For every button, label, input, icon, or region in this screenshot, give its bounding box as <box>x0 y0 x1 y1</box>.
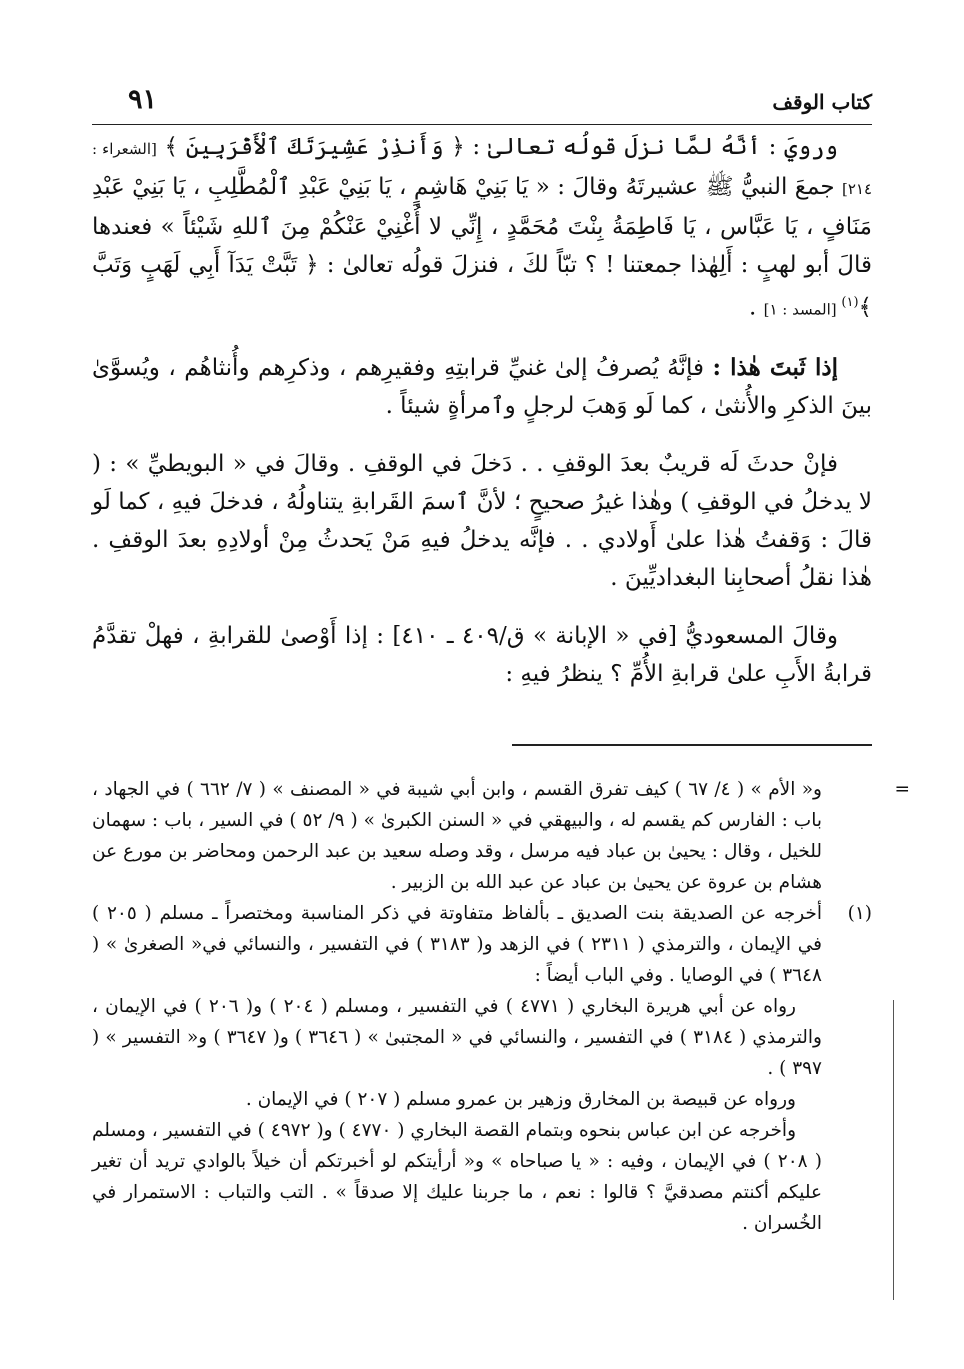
paragraph-2 <box>92 349 872 425</box>
paragraph-2-lead: إذا ثَبتَ هٰذا : <box>712 353 838 381</box>
quran-citation-1: [الشعراء : ٢١٤] <box>92 140 872 198</box>
page-number: ٩١ <box>128 84 158 115</box>
margin-line <box>893 1000 894 1300</box>
footnote-continuation <box>92 774 910 898</box>
paragraph-3 <box>92 445 872 597</box>
footnote-1 <box>92 898 872 1239</box>
paragraph-2-text: فإنَّهُ يُصرفُ إلىٰ غنيِّ قرابتِهِ وفقيرِهم ، وذكرِهم وأُنثاهُم ، ويُسوَّىٰ بينَ الذكرِ والأُنثىٰ ، كما لَو وَهبَ لرجلٍ وٱمرأةٍ شيئاً . <box>92 354 872 419</box>
paragraph-1-text-b: جمعَ النبيُّ ﷺ عشيرتَهُ وقالَ : « يَا بَنِيْ هَاشِمٍ ، يَا بَنِيْ عَبْدِ ٱلْمُطَّلِبِ ، يَا بَنِيْ عَبْدِ مَنَافٍ ، يَا عَبَّاس ، يَا فَاطِمَةُ بِنْتَ مُحَمَّدٍ ، إِنِّي لا أُغْنِيْ عَنْكُمْ مِنَ ٱللهِ شَيْئاً » فعندها قالَ أبو لهبٍ : أَلِهٰذا جمعتنا ! ؟ تبّاً لكَ ، فنزلَ قولُه تعالىٰ : ﴿ تَبَّتْ يَدَآ أَبِي لَهَبٍ وَتَبَّ ﴾ <box>92 174 872 321</box>
paragraph-1 <box>92 128 872 329</box>
paragraph-1-text-a: ورويَ : أنَّهُ لمَّا نزلَ قولُه تعالىٰ : ﴿ وَأَنذِرْ عَشِيرَتَكَ ٱلْأَقْرَبِينَ ﴾ <box>156 134 839 160</box>
footnote-ref-1: (١) <box>841 295 859 310</box>
footnote-1-segment-3: ورواه عن قبيصة بن المخارق وزهير بن عمرو مسلم ( ٢٠٧ ) في الإيمان . <box>245 1089 796 1110</box>
paragraph-4 <box>92 617 872 693</box>
paragraph-4-text: وقالَ المسعوديُّ [في « الإبانة » ق/٤٠٩ ـ ٤١٠] : إذا أَوْصىٰ للقرابةِ ، فهلْ تقدَّمُ قرابةُ الأَبِ علىٰ قرابةِ الأُمِّ ؟ ينظرُ فيهِ : <box>92 622 872 687</box>
page-header <box>92 82 872 122</box>
footnote-1-segment-2: رواه عن أبي هريرة البخاري ( ٤٧٧١ ) في التفسير ، ومسلم ( ٢٠٤ ) و( ٢٠٦ ) في الإيمان ، والترمذي ( ٣١٨٤ ) في التفسير ، والنسائي في « المجتبىٰ » ( ٣٦٤٦ ) و( ٣٦٤٧ ) و« التفسير » ( ٣٩٧ ) . <box>92 996 822 1079</box>
footnote-1-number: (١) <box>847 903 872 924</box>
header-rule <box>92 124 872 125</box>
paragraph-3-text: فإنْ حدثَ لَه قريبٌ بعدَ الوقفِ . . دَخلَ في الوقفِ . وقالَ في « البويطيِّ » : ( لا يدخلُ في الوقفِ ) وهٰذا غيرُ صحيحٍ ؛ لأنَّ ٱسمَ القَرابةِ يتناولُهُ ، فدخلَ فيهِ ، كما لَو قالَ : وَقفتُ هٰذا علىٰ أَولادي . . فإنَّه يدخلُ فيهِ مَنْ يَحدثُ مِنْ أولادِهِ بعدَ الوقفِ . هٰذا نقلُ أصحابِنا البغداديِّينَ . <box>92 450 872 591</box>
quran-citation-2: [المسد : ١] <box>763 300 842 319</box>
book-title: كتاب الوقف <box>772 90 872 114</box>
footnotes <box>92 774 910 1239</box>
footnote-1-segment-1: أخرجه عن الصديقة بنت الصديق ـ بألفاظ متفاوتة في ذكر المناسبة ومختصراً ـ مسلم ( ٢٠٥ ) في الإيمان ، والترمذي ( ٢٣١١ ) في الزهد و( ٣١٨٣ ) في التفسير ، والنسائي في« الصغرىٰ » ( ٣٦٤٨ ) في الوصايا . وفي الباب أيضاً : <box>92 903 822 986</box>
main-text <box>92 128 872 713</box>
footnote-1-segment-4: وأخرجه عن ابن عباس بنحوه وبتمام القصة البخاري ( ٤٧٧٠ ) و( ٤٩٧٢ ) في التفسير ، ومسلم ( ٢٠٨ ) في الإيمان ، وفيه : « يا صباحاه » و« أرأيتكم لو أخبرتكم أن خيلاً بالوادي تريد أن تغير عليكم أكنتم مصدقيَّ ؟ قالوا : نعم ، ما جربنا عليك إلا صدقاً » . التب والتباب : الاستمرار في الخُسران . <box>92 1120 822 1234</box>
continuation-marker: = <box>894 779 910 800</box>
footnote-continuation-text: و« الأم » ( ٤/ ٦٧ ) كيف تفرق القسم ، وابن أبي شيبة في « المصنف » ( ٧/ ٦٦٢ ) في الجهاد ، باب : الفارس كم يقسم له ، والبيهقي في « السنن الكبرىٰ » ( ٩/ ٥٢ ) في السير ، باب : سهمان للخيل ، وقال : يحيىٰ بن عباد فيه مرسل ، وقد وصله سعيد بن عبد الرحمن ومحاضر بن مورع عن هشام بن عروة عن يحيىٰ بن عباد عن عبد الله بن الزبير . <box>92 779 822 893</box>
footnote-separator <box>512 744 872 746</box>
paragraph-1-text-c: . <box>748 294 764 321</box>
